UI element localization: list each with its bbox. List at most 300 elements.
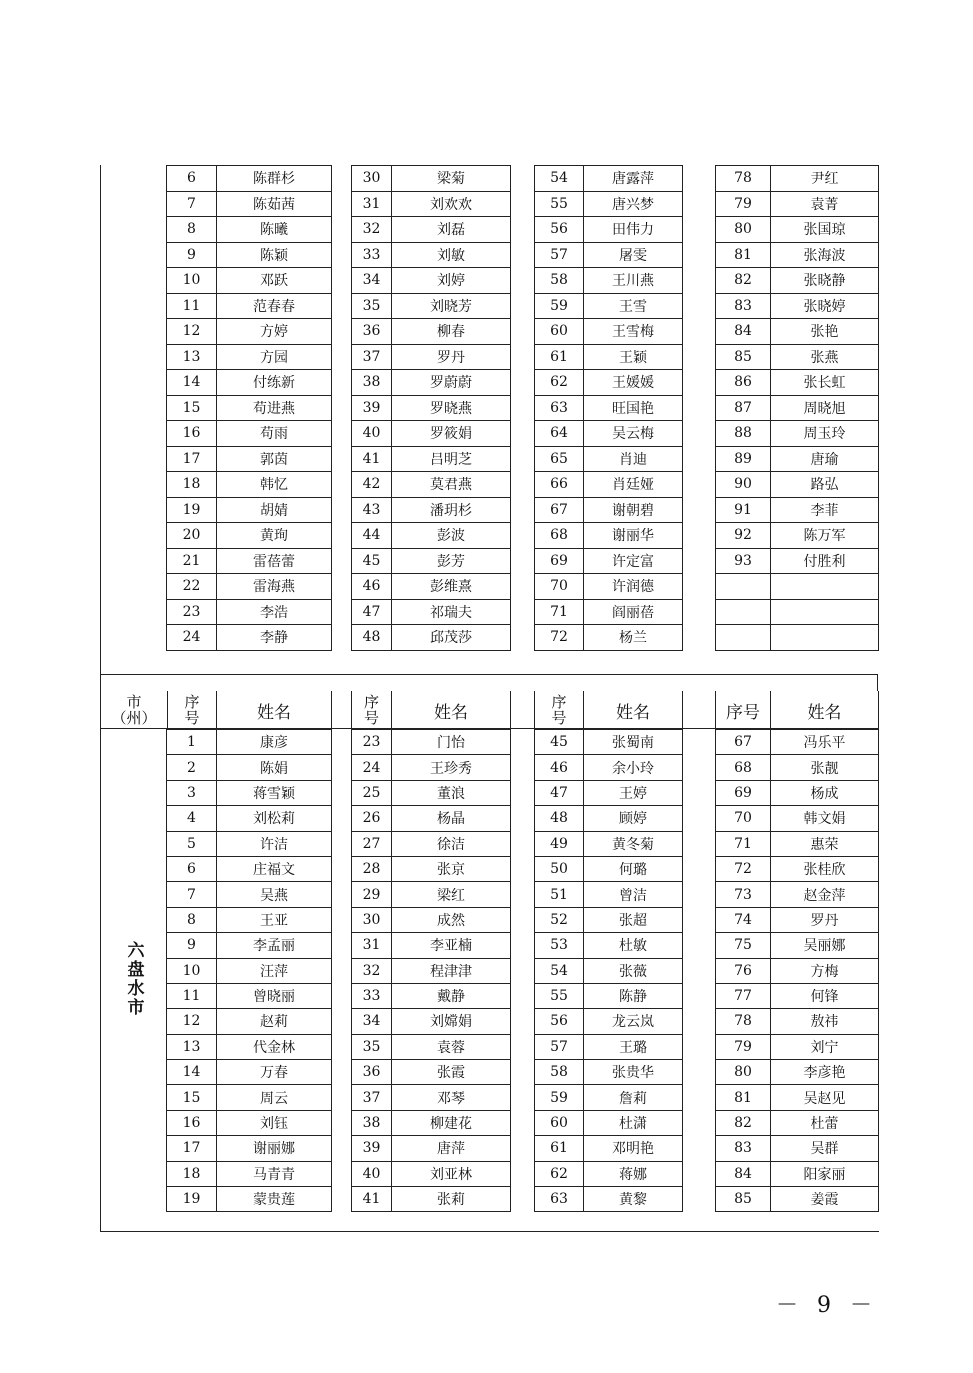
name-cell: 成然 — [392, 907, 511, 932]
table-row — [535, 625, 683, 651]
table-row — [167, 831, 332, 856]
name-cell: 陈群杉 — [217, 166, 332, 192]
name-cell: 徐洁 — [392, 831, 511, 856]
name-cell: 苟进燕 — [217, 395, 332, 421]
name-cell: 邓明艳 — [584, 1136, 683, 1161]
table-row — [535, 730, 683, 755]
table-row — [352, 319, 511, 345]
roster-column-3 — [534, 729, 683, 1212]
seq-cell: 55 — [535, 191, 584, 217]
name-cell: 张薇 — [584, 958, 683, 983]
table-row — [716, 1161, 879, 1186]
seq-cell: 44 — [352, 523, 392, 549]
name-cell — [771, 625, 879, 651]
header-city-bottom: （州） — [111, 709, 157, 727]
roster-column-4 — [715, 729, 879, 1212]
name-cell: 王璐 — [584, 1034, 683, 1059]
table-row — [535, 806, 683, 831]
name-cell: 杨成 — [771, 780, 879, 805]
name-cell: 王媛媛 — [584, 370, 683, 396]
seq-cell: 6 — [167, 856, 217, 881]
name-cell: 王珍秀 — [392, 755, 511, 780]
seq-cell: 1 — [167, 730, 217, 755]
table-row — [167, 268, 332, 294]
name-cell: 李浩 — [217, 599, 332, 625]
seq-cell: 54 — [535, 958, 584, 983]
table-row — [535, 472, 683, 498]
name-cell: 李静 — [217, 625, 332, 651]
seq-cell: 90 — [716, 472, 771, 498]
table-row — [716, 344, 879, 370]
name-cell: 梁菊 — [392, 166, 511, 192]
table-row — [535, 242, 683, 268]
table-row — [167, 319, 332, 345]
seq-cell: 10 — [167, 268, 217, 294]
seq-cell: 79 — [716, 1034, 771, 1059]
name-cell: 陈娟 — [217, 755, 332, 780]
table-row — [167, 166, 332, 192]
name-cell: 张霞 — [392, 1060, 511, 1085]
seq-cell: 38 — [352, 370, 392, 396]
table-row — [535, 933, 683, 958]
table-row — [716, 166, 879, 192]
seq-cell: 64 — [535, 421, 584, 447]
seq-cell: 43 — [352, 497, 392, 523]
table-row — [352, 1161, 511, 1186]
table-row — [352, 293, 511, 319]
seq-cell: 9 — [167, 242, 217, 268]
seq-cell: 60 — [535, 319, 584, 345]
seq-cell: 55 — [535, 983, 584, 1008]
seq-cell: 82 — [716, 1110, 771, 1135]
table-row — [535, 1060, 683, 1085]
table-row — [535, 574, 683, 600]
seq-cell: 42 — [352, 472, 392, 498]
name-cell: 吴云梅 — [584, 421, 683, 447]
table-row — [716, 958, 879, 983]
name-cell: 陈万军 — [771, 523, 879, 549]
name-cell: 唐萍 — [392, 1136, 511, 1161]
name-cell: 柳建花 — [392, 1110, 511, 1135]
table-row — [167, 344, 332, 370]
name-cell: 杜潇 — [584, 1110, 683, 1135]
seq-cell: 63 — [535, 395, 584, 421]
table-row — [716, 268, 879, 294]
table-row — [716, 882, 879, 907]
table-row — [167, 242, 332, 268]
seq-cell: 69 — [535, 548, 584, 574]
table-row — [167, 191, 332, 217]
name-cell: 冯乐平 — [771, 730, 879, 755]
name-cell: 刘晓芳 — [392, 293, 511, 319]
name-cell: 张贵华 — [584, 1060, 683, 1085]
name-cell: 张京 — [392, 856, 511, 881]
table-row — [716, 806, 879, 831]
header-seq-2: 序 号 — [351, 691, 391, 729]
seq-cell: 65 — [535, 446, 584, 472]
seq-cell: 19 — [167, 1187, 217, 1212]
name-cell: 程津津 — [392, 958, 511, 983]
seq-cell: 67 — [535, 497, 584, 523]
name-cell: 罗丹 — [392, 344, 511, 370]
name-cell: 彭维熹 — [392, 574, 511, 600]
seq-cell: 83 — [716, 1136, 771, 1161]
seq-cell: 82 — [716, 268, 771, 294]
table-row — [352, 217, 511, 243]
name-cell: 吕明芝 — [392, 446, 511, 472]
name-cell: 蒋雪颖 — [217, 780, 332, 805]
seq-cell: 61 — [535, 344, 584, 370]
name-cell: 杨兰 — [584, 625, 683, 651]
name-cell: 罗晓燕 — [392, 395, 511, 421]
seq-cell: 45 — [352, 548, 392, 574]
seq-cell: 10 — [167, 958, 217, 983]
table-row — [352, 958, 511, 983]
table-row — [352, 395, 511, 421]
name-cell: 张蜀南 — [584, 730, 683, 755]
table-row — [167, 1161, 332, 1186]
seq-cell: 8 — [167, 217, 217, 243]
seq-cell: 61 — [535, 1136, 584, 1161]
name-cell: 韩忆 — [217, 472, 332, 498]
name-cell: 尹红 — [771, 166, 879, 192]
roster-section-liupanshui — [100, 691, 879, 1232]
table-row — [352, 730, 511, 755]
table-row — [352, 933, 511, 958]
table-row — [352, 755, 511, 780]
seq-cell: 53 — [535, 933, 584, 958]
seq-cell: 75 — [716, 933, 771, 958]
name-cell: 王雪梅 — [584, 319, 683, 345]
table-row — [352, 1110, 511, 1135]
table-row — [352, 370, 511, 396]
seq-cell: 31 — [352, 191, 392, 217]
table-row — [535, 191, 683, 217]
name-cell: 刘磊 — [392, 217, 511, 243]
table-row — [352, 548, 511, 574]
header-name-3: 姓名 — [583, 691, 683, 729]
name-cell: 谢丽华 — [584, 523, 683, 549]
name-cell — [771, 574, 879, 600]
name-cell: 吴丽娜 — [771, 933, 879, 958]
section-separator — [100, 674, 878, 691]
table-row — [535, 1187, 683, 1212]
name-cell: 刘宁 — [771, 1034, 879, 1059]
table-row — [167, 574, 332, 600]
name-cell: 赵金萍 — [771, 882, 879, 907]
table-row — [716, 293, 879, 319]
table-row — [716, 1187, 879, 1212]
seq-cell: 35 — [352, 1034, 392, 1059]
roster-table — [715, 729, 879, 1212]
seq-cell: 76 — [716, 958, 771, 983]
table-row — [716, 933, 879, 958]
name-cell: 姜霞 — [771, 1187, 879, 1212]
table-row — [716, 395, 879, 421]
seq-cell: 6 — [167, 166, 217, 192]
name-cell: 李亚楠 — [392, 933, 511, 958]
name-cell: 李孟丽 — [217, 933, 332, 958]
seq-cell: 68 — [535, 523, 584, 549]
name-cell: 何锋 — [771, 983, 879, 1008]
seq-cell: 67 — [716, 730, 771, 755]
roster-table — [715, 165, 879, 651]
table-row — [535, 319, 683, 345]
table-row — [352, 268, 511, 294]
table-row — [716, 370, 879, 396]
name-cell: 袁蓉 — [392, 1034, 511, 1059]
name-cell: 戴静 — [392, 983, 511, 1008]
table-row — [352, 446, 511, 472]
seq-cell — [716, 625, 771, 651]
table-row — [716, 472, 879, 498]
name-cell: 邓琴 — [392, 1085, 511, 1110]
table-row — [716, 523, 879, 549]
name-cell: 李菲 — [771, 497, 879, 523]
table-row — [535, 856, 683, 881]
name-cell: 邓跃 — [217, 268, 332, 294]
name-cell: 罗蔚蔚 — [392, 370, 511, 396]
seq-cell: 32 — [352, 958, 392, 983]
name-cell: 杜敏 — [584, 933, 683, 958]
name-cell: 刘松莉 — [217, 806, 332, 831]
seq-cell: 37 — [352, 344, 392, 370]
name-cell: 张晓静 — [771, 268, 879, 294]
seq-cell: 11 — [167, 983, 217, 1008]
table-row — [352, 191, 511, 217]
table-row — [352, 806, 511, 831]
table-row — [535, 1034, 683, 1059]
table-row — [352, 497, 511, 523]
seq-cell: 2 — [167, 755, 217, 780]
table-header — [101, 691, 879, 729]
table-row — [716, 730, 879, 755]
name-cell: 张靓 — [771, 755, 879, 780]
table-row — [716, 574, 879, 600]
table-row — [535, 599, 683, 625]
name-cell: 莫君燕 — [392, 472, 511, 498]
name-cell: 陈静 — [584, 983, 683, 1008]
seq-cell: 57 — [535, 1034, 584, 1059]
header-seq-1: 序 号 — [167, 691, 216, 729]
table-row — [167, 907, 332, 932]
seq-cell: 60 — [535, 1110, 584, 1135]
seq-cell: 15 — [167, 395, 217, 421]
name-cell: 王颖 — [584, 344, 683, 370]
seq-cell: 81 — [716, 242, 771, 268]
seq-cell: 7 — [167, 191, 217, 217]
seq-cell: 7 — [167, 882, 217, 907]
seq-cell: 47 — [352, 599, 392, 625]
table-row — [167, 856, 332, 881]
name-cell: 刘钰 — [217, 1110, 332, 1135]
seq-cell: 14 — [167, 370, 217, 396]
table-row — [716, 1085, 879, 1110]
table-row — [167, 497, 332, 523]
name-cell: 雷海燕 — [217, 574, 332, 600]
name-cell: 刘亚林 — [392, 1161, 511, 1186]
seq-cell: 24 — [167, 625, 217, 651]
table-row — [535, 983, 683, 1008]
seq-cell: 89 — [716, 446, 771, 472]
name-cell: 唐瑜 — [771, 446, 879, 472]
roster-column-2 — [351, 729, 511, 1212]
seq-cell: 93 — [716, 548, 771, 574]
name-cell: 许洁 — [217, 831, 332, 856]
seq-cell: 14 — [167, 1060, 217, 1085]
seq-cell: 30 — [352, 166, 392, 192]
seq-cell: 12 — [167, 1009, 217, 1034]
seq-cell: 17 — [167, 446, 217, 472]
table-row — [167, 1136, 332, 1161]
table-row — [352, 599, 511, 625]
seq-cell: 80 — [716, 217, 771, 243]
roster-column-3 — [534, 165, 683, 651]
name-cell — [771, 599, 879, 625]
seq-cell: 24 — [352, 755, 392, 780]
table-row — [716, 599, 879, 625]
seq-cell: 9 — [167, 933, 217, 958]
name-cell: 谢朝碧 — [584, 497, 683, 523]
seq-cell: 47 — [535, 780, 584, 805]
seq-cell: 19 — [167, 497, 217, 523]
header-city-top: 市 — [126, 693, 142, 711]
table-row — [535, 1136, 683, 1161]
table-row — [535, 370, 683, 396]
table-row — [167, 1009, 332, 1034]
name-cell: 付胜利 — [771, 548, 879, 574]
seq-cell: 68 — [716, 755, 771, 780]
table-row — [167, 370, 332, 396]
name-cell: 张桂欣 — [771, 856, 879, 881]
name-cell: 陈颖 — [217, 242, 332, 268]
table-row — [535, 755, 683, 780]
seq-cell: 71 — [535, 599, 584, 625]
table-row — [352, 983, 511, 1008]
seq-cell: 32 — [352, 217, 392, 243]
seq-cell: 81 — [716, 1085, 771, 1110]
name-cell: 吴燕 — [217, 882, 332, 907]
seq-cell: 31 — [352, 933, 392, 958]
roster-table — [351, 165, 511, 651]
seq-cell: 30 — [352, 907, 392, 932]
name-cell: 黄珣 — [217, 523, 332, 549]
name-cell: 肖迪 — [584, 446, 683, 472]
seq-cell: 48 — [352, 625, 392, 651]
table-row — [352, 1034, 511, 1059]
roster-table — [534, 729, 683, 1212]
header-city — [101, 691, 167, 729]
name-cell: 祁瑞夫 — [392, 599, 511, 625]
table-row — [352, 1009, 511, 1034]
seq-cell: 20 — [167, 523, 217, 549]
name-cell: 张长虹 — [771, 370, 879, 396]
table-row — [167, 1085, 332, 1110]
name-cell: 万春 — [217, 1060, 332, 1085]
seq-cell: 13 — [167, 344, 217, 370]
table-row — [167, 882, 332, 907]
table-row — [167, 1110, 332, 1135]
seq-cell: 16 — [167, 421, 217, 447]
table-row — [716, 625, 879, 651]
roster-table — [166, 729, 332, 1212]
name-cell: 曾晓丽 — [217, 983, 332, 1008]
table-row — [716, 1060, 879, 1085]
table-row — [167, 806, 332, 831]
table-row — [167, 395, 332, 421]
roster-table — [166, 165, 332, 651]
table-row — [352, 882, 511, 907]
seq-cell: 48 — [535, 806, 584, 831]
name-cell: 方婷 — [217, 319, 332, 345]
seq-cell: 62 — [535, 370, 584, 396]
seq-cell: 46 — [352, 574, 392, 600]
seq-cell: 33 — [352, 983, 392, 1008]
seq-cell: 85 — [716, 344, 771, 370]
seq-cell: 72 — [716, 856, 771, 881]
name-cell: 阳家丽 — [771, 1161, 879, 1186]
name-cell: 马青青 — [217, 1161, 332, 1186]
table-row — [352, 166, 511, 192]
header-name-2: 姓名 — [391, 691, 511, 729]
header-seq-4: 序号 — [715, 691, 770, 729]
name-cell: 王亚 — [217, 907, 332, 932]
table-row — [535, 1110, 683, 1135]
seq-cell: 23 — [167, 599, 217, 625]
header-name-1: 姓名 — [216, 691, 332, 729]
name-cell: 门怡 — [392, 730, 511, 755]
table-row — [352, 1187, 511, 1212]
table-row — [716, 548, 879, 574]
name-cell: 周晓旭 — [771, 395, 879, 421]
table-row — [352, 472, 511, 498]
table-row — [167, 1187, 332, 1212]
seq-cell: 13 — [167, 1034, 217, 1059]
city-name: 六盘水市 — [123, 941, 144, 1017]
table-row — [535, 1161, 683, 1186]
seq-cell: 78 — [716, 1009, 771, 1034]
table-row — [167, 625, 332, 651]
seq-cell: 34 — [352, 1009, 392, 1034]
seq-cell: 21 — [167, 548, 217, 574]
seq-cell: 38 — [352, 1110, 392, 1135]
table-row — [167, 548, 332, 574]
seq-cell: 83 — [716, 293, 771, 319]
table-row — [535, 907, 683, 932]
name-cell: 杨晶 — [392, 806, 511, 831]
seq-cell: 86 — [716, 370, 771, 396]
name-cell: 路弘 — [771, 472, 879, 498]
name-cell: 韩文娟 — [771, 806, 879, 831]
name-cell: 邱茂莎 — [392, 625, 511, 651]
seq-cell: 29 — [352, 882, 392, 907]
table-row — [535, 293, 683, 319]
table-row — [167, 983, 332, 1008]
seq-cell: 35 — [352, 293, 392, 319]
name-cell: 汪萍 — [217, 958, 332, 983]
name-cell: 旺国艳 — [584, 395, 683, 421]
name-cell: 唐露萍 — [584, 166, 683, 192]
table-row — [716, 1110, 879, 1135]
table-row — [535, 497, 683, 523]
seq-cell: 70 — [716, 806, 771, 831]
seq-cell: 63 — [535, 1187, 584, 1212]
table-row — [535, 523, 683, 549]
seq-cell: 79 — [716, 191, 771, 217]
name-cell: 许定富 — [584, 548, 683, 574]
name-cell: 唐兴梦 — [584, 191, 683, 217]
name-cell: 蒋娜 — [584, 1161, 683, 1186]
